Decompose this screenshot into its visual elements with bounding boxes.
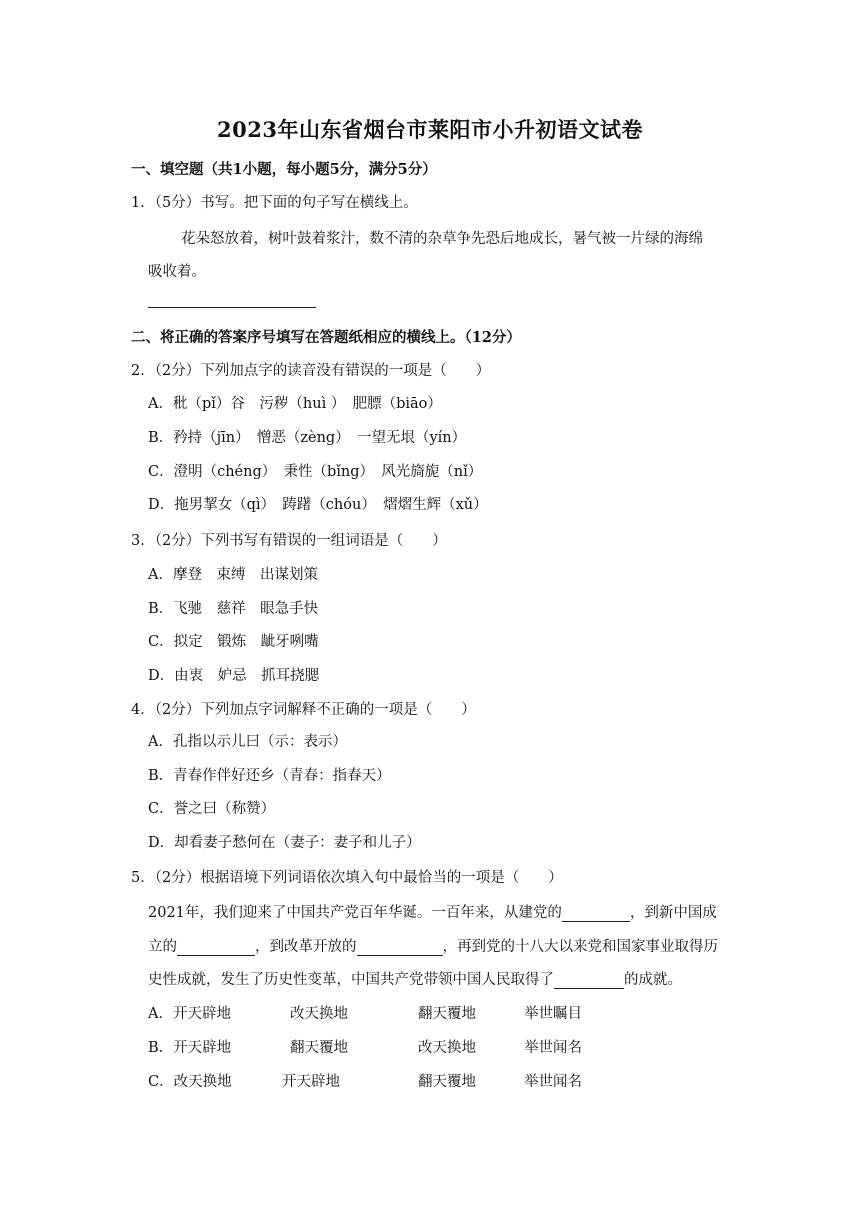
question-5-stem: 5．（2分）根据语境下列词语依次填入句中最恰当的一项是（ ） [131,870,563,886]
question-4-option-a: A．孔指以示儿曰（示：表示） [148,734,347,750]
option-word: 改天换地 [418,1040,476,1056]
option-word: 改天换地 [290,1006,348,1022]
answer-line [148,307,316,308]
option-word: 翻天覆地 [418,1074,476,1090]
passage-text: 2021年，我们迎来了中国共产党百年华诞。一百年来，从建党的 [148,905,562,921]
passage-text: 史性成就，发生了历史性变革，中国共产党带领中国人民取得了 [148,972,554,988]
question-3-option-a: A．摩登 束缚 出谋划策 [148,567,318,583]
passage-text: ，到改革开放的 [255,939,357,955]
question-5-passage-line-2 [148,935,718,956]
fill-blank-1 [562,906,630,922]
question-5-passage-line-3 [148,968,682,989]
passage-text: ，到新中国成 [629,905,717,921]
question-3-option-c: C．拟定 锻炼 龇牙咧嘴 [148,634,319,650]
option-label: C．改天换地 [148,1074,232,1090]
question-2-stem: 2．（2分）下列加点字的读音没有错误的一项是（ ） [131,363,491,379]
question-2-option-d: D．拖男挈女（qì） 踌躇（chóu） 熠熠生辉（xǔ） [148,497,488,513]
fill-blank-3 [357,940,443,956]
question-5-option-c [148,1070,582,1091]
question-1-stem: 1．（5分）书写。把下面的句子写在横线上。 [131,195,418,211]
passage-text: ，再到党的十八大以来党和国家事业取得历 [442,939,718,955]
question-2-option-b: B．矜持（jīn） 憎恶（zèng） 一望无垠（yín） [148,430,467,446]
option-word: 举世闻名 [524,1040,582,1056]
fill-blank-4 [554,973,624,989]
option-word: 翻天覆地 [418,1006,476,1022]
passage-text: 立的 [148,939,177,955]
question-3-stem: 3．（2分）下列书写有错误的一组词语是（ ） [131,533,447,549]
question-3-option-d: D．由衷 妒忌 抓耳挠腮 [148,668,320,684]
question-4-option-d: D．却看妻子愁何在（妻子：妻子和儿子） [148,835,421,851]
question-1-text-line-2: 吸收着。 [148,264,206,280]
question-2-option-a: A．秕（pǐ）谷 污秽（huì ） 肥膘（biāo） [148,396,442,412]
option-label: A．开天辟地 [148,1006,231,1022]
option-word: 开天辟地 [282,1074,340,1090]
question-4-option-b: B．青春作伴好还乡（青春：指春天） [148,768,391,784]
question-1-text-line-1: 花朵怒放着，树叶鼓着浆汁，数不清的杂草争先恐后地成长，暑气被一片绿的海绵 [181,231,703,247]
option-word: 翻天覆地 [290,1040,348,1056]
question-5-option-b [148,1036,582,1057]
question-4-stem: 4．（2分）下列加点字词解释不正确的一项是（ ） [131,702,476,718]
question-5-option-a [148,1002,582,1023]
passage-text: 的成就。 [624,972,682,988]
section-heading-2: 二、将正确的答案序号填写在答题纸相应的横线上。（12分） [131,329,521,346]
fill-blank-2 [177,940,255,956]
question-5-passage-line-1 [148,901,717,922]
section-heading-1: 一、填空题（共1小题，每小题5分，满分5分） [131,161,437,178]
page-title: 2023年山东省烟台市莱阳市小升初语文试卷 [217,117,643,142]
question-3-option-b: B．飞驰 慈祥 眼急手快 [148,601,319,617]
option-word: 举世闻名 [524,1074,582,1090]
option-word: 举世瞩目 [524,1006,582,1022]
option-label: B．开天辟地 [148,1040,232,1056]
question-4-option-c: C．誉之曰（称赞） [148,801,276,817]
question-2-option-c: C．澄明（chéng） 秉性（bǐng） 风光旖旎（nǐ） [148,464,483,480]
